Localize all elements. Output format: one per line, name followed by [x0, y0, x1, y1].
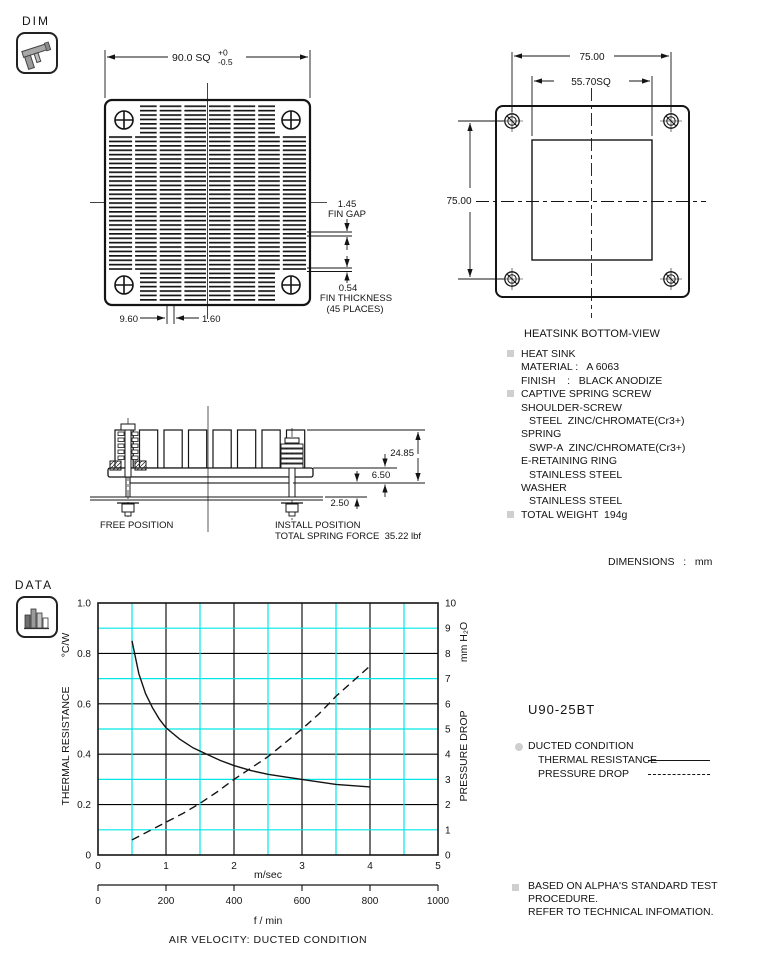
- bar-chart-icon: [18, 598, 56, 636]
- fin-thickness-places: (45 PLACES): [326, 304, 384, 315]
- spec-line: TOTAL WEIGHT 194g: [503, 509, 778, 522]
- dim-pitch-v-value: 75.00: [446, 196, 472, 207]
- svg-text:0.6: 0.6: [77, 699, 91, 711]
- fin-gap-label: FIN GAP: [327, 209, 367, 220]
- spec-line: SPRING: [521, 428, 562, 441]
- svg-text:1: 1: [163, 861, 169, 872]
- y-right-unit: mm H₂O: [458, 621, 470, 663]
- spec-line: FINISH : BLACK ANODIZE: [521, 374, 663, 387]
- spec-line: SHOULDER-SCREW: [521, 401, 622, 414]
- lower-plate: [130, 477, 290, 483]
- svg-text:2: 2: [231, 861, 237, 872]
- performance-chart: [60, 586, 480, 958]
- x-axis2-label: f / min: [253, 915, 283, 927]
- spec-line: WASHER: [521, 482, 567, 495]
- svg-text:1000: 1000: [426, 896, 450, 907]
- chart-plot-area: [77, 599, 456, 908]
- dim-90sq-value: 90.0 SQ: [172, 52, 211, 64]
- bottom-view-caption: HEATSINK BOTTOM-VIEW: [524, 328, 660, 340]
- fin-gap-callout-lines: [307, 219, 352, 250]
- legend-condition: DUCTED CONDITION: [528, 740, 634, 752]
- legend-dashed-line-sample: [648, 774, 710, 775]
- spec-line: STEEL ZINC/CHROMATE(Cr3+): [529, 415, 685, 428]
- install-position-label: INSTALL POSITION: [275, 520, 361, 531]
- data-badge: [16, 596, 58, 638]
- footnote-line: BASED ON ALPHA'S STANDARD TEST: [528, 880, 718, 892]
- heatsink-bottom-view-drawing: [430, 40, 780, 345]
- pcb-lines: [90, 497, 323, 500]
- heatsink-top-view-drawing: [80, 35, 430, 350]
- legend-bullet-icon: [515, 743, 523, 751]
- chart-title: AIR VELOCITY: DUCTED CONDITION: [168, 934, 368, 946]
- svg-text:0.8: 0.8: [77, 648, 91, 660]
- data-section-label: DATA: [14, 578, 54, 592]
- svg-text:4: 4: [445, 749, 451, 761]
- spec-line: SWP-A ZINC/CHROMATE(Cr3+): [529, 441, 686, 454]
- spec-bullet-icon: [507, 390, 514, 397]
- svg-text:1.0: 1.0: [77, 598, 91, 610]
- spec-line: STAINLESS STEEL: [529, 495, 623, 508]
- svg-text:800: 800: [361, 896, 379, 907]
- spec-line: STAINLESS STEEL: [529, 468, 623, 481]
- legend-pressure-label: PRESSURE DROP: [538, 768, 630, 780]
- svg-text:600: 600: [293, 896, 311, 907]
- svg-text:0: 0: [95, 861, 101, 872]
- dim-90sq-tol-plus: +0: [218, 47, 228, 58]
- svg-text:9: 9: [445, 623, 451, 635]
- series-thermal-resistance: [132, 641, 370, 787]
- dim-90sq-tol-minus: -0.5: [218, 57, 233, 67]
- product-model: U90-25BT: [528, 702, 596, 717]
- legend-thermal-label: THERMAL RESISTANCE: [538, 754, 658, 766]
- dim-badge: [16, 32, 58, 74]
- svg-text:0: 0: [445, 850, 451, 862]
- dim-base-height: 6.50: [371, 470, 391, 481]
- series-pressure-drop: [132, 666, 370, 840]
- svg-text:5: 5: [435, 861, 441, 872]
- heatsink-side-view-drawing: [85, 398, 435, 548]
- dim-pitch-lines: [140, 306, 199, 324]
- spec-line: CAPTIVE SPRING SCREW: [503, 388, 778, 401]
- fin-thickness-callout-lines: [307, 256, 352, 283]
- svg-text:200: 200: [157, 896, 175, 907]
- chart-axis-labels: [60, 622, 470, 946]
- svg-text:7: 7: [445, 674, 451, 686]
- y-right-label: PRESSURE DROP: [458, 710, 470, 802]
- svg-text:5: 5: [445, 724, 451, 736]
- dim-pitch-value: 1.60: [202, 314, 221, 325]
- legend-solid-line-sample: [648, 760, 710, 761]
- dim-total-height: 24.85: [390, 448, 414, 459]
- footnote-line: PROCEDURE.: [528, 893, 599, 905]
- svg-text:10: 10: [445, 598, 457, 610]
- footnote-line: REFER TO TECHNICAL INFOMATION.: [528, 906, 714, 918]
- spec-line: HEAT SINK: [503, 348, 778, 361]
- dim-pitch-h-value: 75.00: [579, 52, 605, 63]
- dimensions-note: DIMENSIONS : mm: [608, 556, 713, 568]
- fin-thickness-value: 0.54: [338, 283, 358, 294]
- spec-line: MATERIAL : A 6063: [521, 361, 620, 374]
- x-axis-label: m/sec: [253, 869, 283, 881]
- caliper-icon: [18, 34, 56, 72]
- svg-text:0.4: 0.4: [77, 749, 91, 761]
- footnote-bullet-icon: [512, 884, 519, 891]
- dim-pad-value: 55.70SQ: [571, 77, 611, 88]
- svg-text:3: 3: [299, 861, 305, 872]
- svg-text:0.2: 0.2: [77, 800, 91, 812]
- svg-text:4: 4: [367, 861, 373, 872]
- svg-text:400: 400: [225, 896, 243, 907]
- svg-text:8: 8: [445, 648, 451, 660]
- specs-list: [503, 348, 778, 522]
- footnote: [528, 880, 718, 919]
- fin-thickness-label: FIN THICKNESS: [319, 293, 393, 304]
- y-left-unit: °C/W: [60, 632, 72, 658]
- svg-text:1: 1: [445, 825, 451, 837]
- free-position-label: FREE POSITION: [100, 520, 174, 531]
- svg-text:0: 0: [85, 850, 91, 862]
- fin-gap-value: 1.45: [337, 199, 357, 210]
- spec-bullet-icon: [507, 350, 514, 357]
- dim-clearance: 2.50: [330, 498, 349, 509]
- svg-text:2: 2: [445, 800, 451, 812]
- spring-force-label: TOTAL SPRING FORCE 35.22 lbf: [275, 531, 422, 542]
- spec-bullet-icon: [507, 511, 514, 518]
- contact-pad-outline: [532, 140, 652, 260]
- dim-edge-value: 9.60: [119, 314, 138, 325]
- svg-text:0: 0: [95, 896, 101, 907]
- dim-section-label: DIM: [22, 14, 50, 28]
- y-left-label: THERMAL RESISTANCE: [60, 686, 72, 806]
- spec-line: E-RETAINING RING: [521, 455, 618, 468]
- svg-text:6: 6: [445, 699, 451, 711]
- svg-text:3: 3: [445, 774, 451, 786]
